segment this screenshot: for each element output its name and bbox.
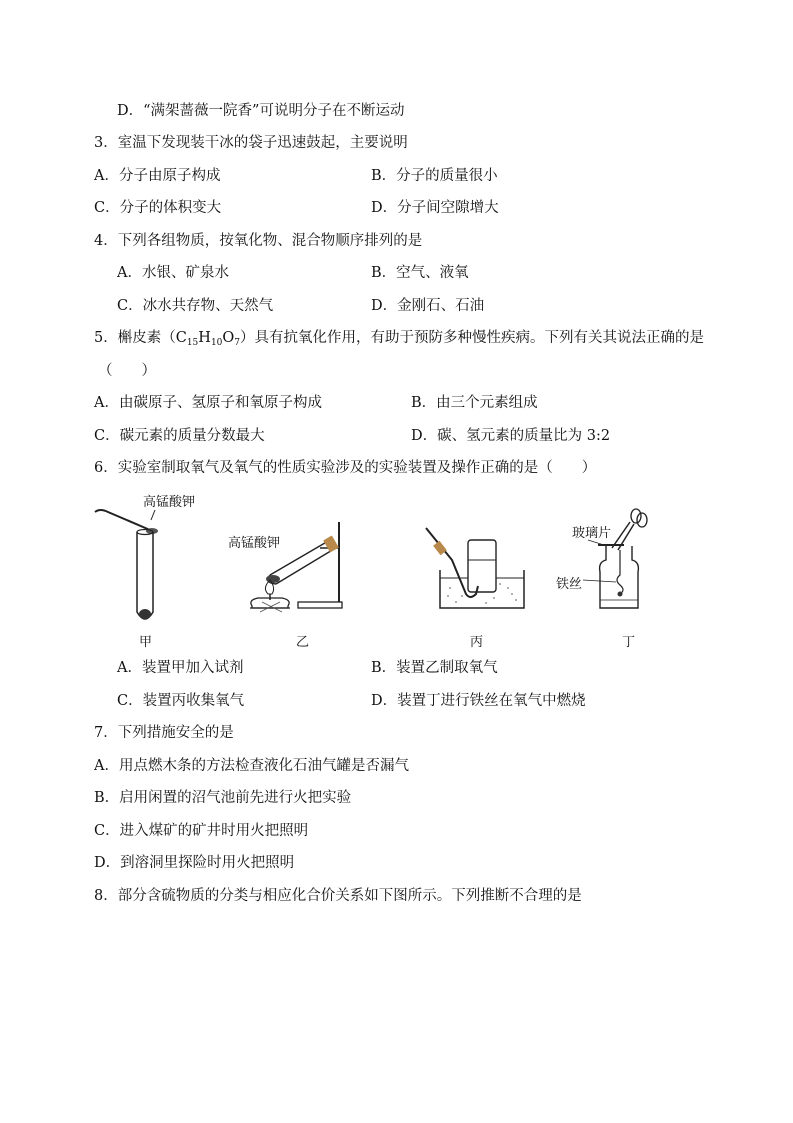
q6-stem: 6．实验室制取氧气及氧气的性质实验涉及的实验装置及操作正确的是（ ） (94, 460, 597, 476)
q8-stem: 8．部分含硫物质的分类与相应化合价关系如下图所示。下列推断不合理的是 (94, 888, 582, 904)
q6-option-a: A．装置甲加入试剂 (117, 660, 244, 676)
q6-option-d: D．装置丁进行铁丝在氧气中燃烧 (371, 693, 586, 709)
q3-option-d: D．分子间空隙增大 (371, 200, 499, 216)
q5-stem-pre: 5．槲皮素（C (94, 330, 187, 346)
q3-stem: 3．室温下发现装干冰的袋子迅速鼓起，主要说明 (94, 135, 408, 151)
q5-option-c: C．碳元素的质量分数最大 (94, 428, 265, 444)
q3-option-c: C．分子的体积变大 (94, 200, 222, 216)
jia-reagent-label: 高锰酸钾 (143, 495, 196, 510)
q7-option-d: D．到溶洞里探险时用火把照明 (94, 855, 295, 871)
q7-option-b: B．启用闲置的沼气池前先进行火把实验 (94, 790, 352, 806)
q3-option-b: B．分子的质量很小 (371, 168, 498, 184)
caption-jia: 甲 (139, 635, 153, 650)
q5-sub-o: 7 (234, 338, 241, 348)
q5-answer-paren: （ ） (98, 363, 156, 379)
ding-wire-label: 铁丝 (556, 577, 583, 592)
q5-stem-post: ）具有抗氧化作用，有助于预防多种慢性疾病。下列有关其说法正确的是 (240, 330, 705, 346)
q5-option-d: D．碳、氢元素的质量比为 3:2 (411, 428, 611, 444)
caption-bing: 丙 (470, 635, 484, 650)
q7-option-a: A．用点燃木条的方法检查液化石油气罐是否漏气 (94, 758, 409, 774)
q5-sub-h: 10 (210, 338, 223, 348)
q5-h: H (198, 330, 211, 346)
q4-option-d: D．金刚石、石油 (371, 298, 485, 314)
q6-option-b: B．装置乙制取氧气 (371, 660, 498, 676)
q3-option-a: A．分子由原子构成 (94, 168, 221, 184)
q5-o: O (222, 330, 235, 346)
q5-option-b: B．由三个元素组成 (411, 395, 538, 411)
caption-yi: 乙 (296, 635, 310, 650)
caption-ding: 丁 (622, 635, 636, 650)
q7-option-c: C．进入煤矿的矿井时用火把照明 (94, 823, 309, 839)
ding-glass-label: 玻璃片 (572, 526, 612, 541)
q2-option-d: D．“满架蔷薇一院香”可说明分子在不断运动 (117, 103, 405, 119)
q7-stem: 7．下列措施安全的是 (94, 725, 234, 741)
q5-sub-c: 15 (186, 338, 199, 348)
q4-option-c: C．冰水共存物、天然气 (117, 298, 274, 314)
q6-option-c: C．装置丙收集氧气 (117, 693, 245, 709)
q4-stem: 4．下列各组物质，按氧化物、混合物顺序排列的是 (94, 233, 423, 249)
q4-option-a: A．水银、矿泉水 (117, 265, 229, 281)
yi-reagent-label: 高锰酸钾 (228, 536, 281, 551)
q5-option-a: A．由碳原子、氢原子和氧原子构成 (94, 395, 322, 411)
q4-option-b: B．空气、液氧 (371, 265, 469, 281)
